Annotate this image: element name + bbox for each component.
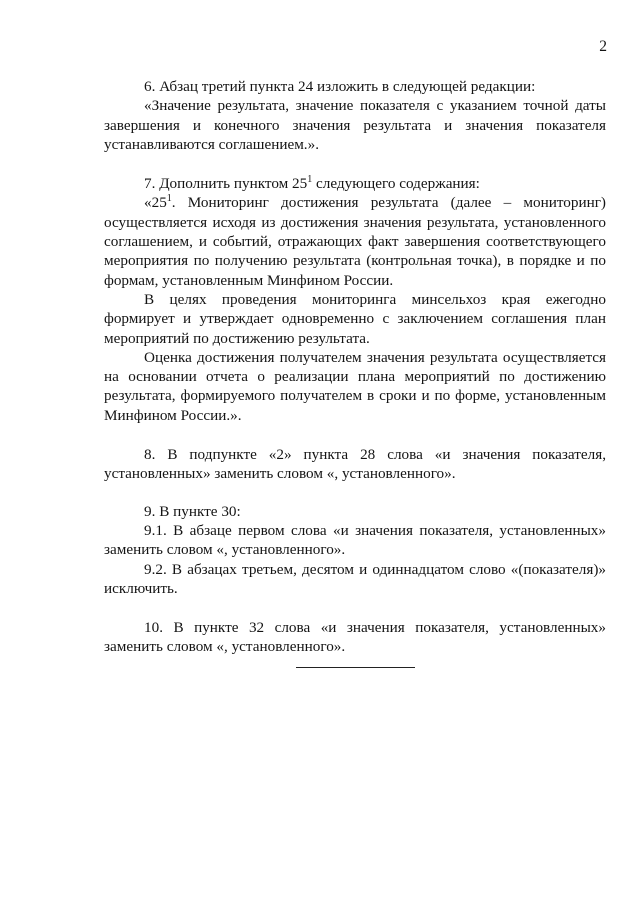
item-10-text: 10. В пункте 32 слова «и значения показателя, установленных» заменить словом «, установленного». bbox=[104, 619, 606, 656]
item-7-p1-text: . Мониторинг достижения результата (далее – мониторинг) осуществляется исходя из достижения значения результата, установленного соглашением, и событий, отражающих факт завершения соответствующего мероприятия по получению результата (контрольная точка), в порядке и по формам, установленным Минфином России. bbox=[104, 194, 606, 289]
item-7-heading-superscript: 1 bbox=[307, 174, 313, 186]
page-number: 2 bbox=[599, 38, 607, 55]
item-9-1-text: 9.1. В абзаце первом слова «и значения показателя, установленных» заменить словом «, установленного». bbox=[104, 521, 606, 559]
item-7-paragraph-2: В целях проведения мониторинга минсельхоз края ежегодно формирует и утверждает одновременно с заключением соглашения план мероприятий по достижению результата. bbox=[104, 290, 606, 347]
item-8-text: 8. В подпункте «2» пункта 28 слова «и значения показателя, установленных» заменить словом «, установленного». bbox=[104, 446, 606, 483]
item-7-p1-start: «25 bbox=[144, 194, 167, 212]
document-body bbox=[104, 77, 606, 657]
item-7-heading-tail: следующего содержания: bbox=[312, 175, 480, 193]
item-6-text: «Значение результата, значение показателя с указанием точной даты завершения и конечного значения результата и значения показателя устанавливаются соглашением.». bbox=[104, 97, 606, 153]
item-7-heading-text: 7. Дополнить пунктом 25 bbox=[144, 175, 308, 193]
end-separator-line bbox=[296, 667, 415, 668]
item-9-2-text: 9.2. В абзацах третьем, десятом и одиннадцатом слово «(показателя)» исключить. bbox=[104, 560, 606, 597]
item-7-paragraph-1 bbox=[104, 193, 606, 289]
item-7-paragraph-3: Оценка достижения получателем значения результата осуществляется на основании отчета о реализации плана мероприятий по достижению результата, формируемого получателем в сроки и по форме, установленным Минфином России.». bbox=[104, 348, 606, 424]
item-7-heading bbox=[104, 174, 606, 193]
item-9-heading: 9. В пункте 30: bbox=[144, 502, 241, 520]
item-6-heading: 6. Абзац третий пункта 24 изложить в следующей редакции: bbox=[144, 78, 536, 95]
item-7-p1-superscript: 1 bbox=[166, 193, 172, 205]
